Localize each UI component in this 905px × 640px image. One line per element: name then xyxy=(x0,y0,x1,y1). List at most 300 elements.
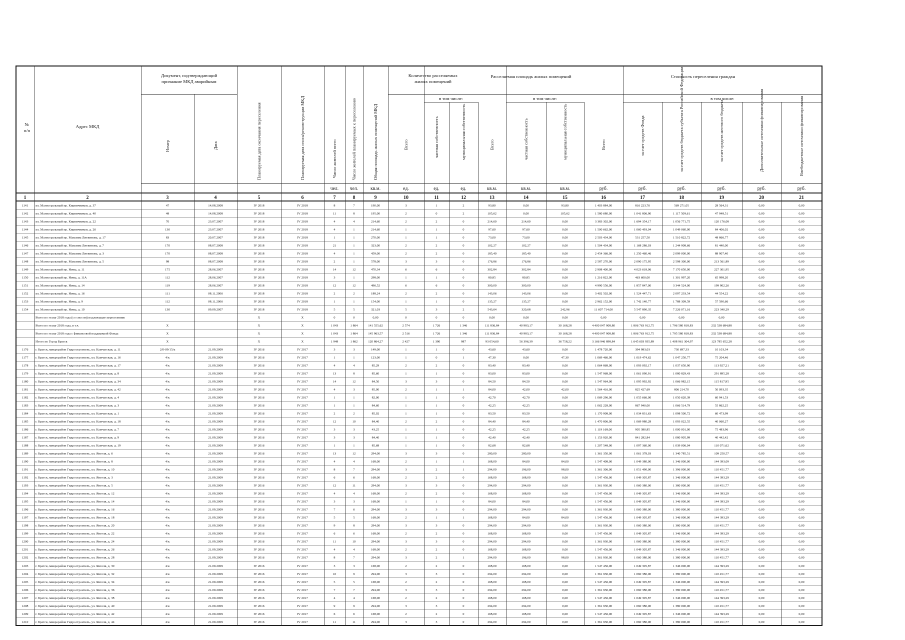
table-cell: 4/к xyxy=(165,363,170,368)
unit-label: ед. xyxy=(403,187,409,192)
table-cell: IV 2018 xyxy=(253,275,265,280)
table-cell: 2 xyxy=(405,515,407,520)
table-cell: 7 170 650,00 xyxy=(672,267,691,272)
table-cell: 0 xyxy=(435,315,438,320)
table-cell: 0,00 xyxy=(798,507,805,512)
table-cell: 42,25 xyxy=(522,427,530,432)
table-cell: 145 963,57 xyxy=(368,331,383,336)
table-cell: 4 400 047 908,80 xyxy=(591,331,616,336)
table-cell: 82,68 xyxy=(488,443,496,448)
row-index: 1202 xyxy=(21,555,29,560)
table-cell: 2 xyxy=(405,219,407,224)
table-cell: IV 2017 xyxy=(297,491,308,496)
table-cell: 1 xyxy=(462,387,465,392)
table-cell: 1 645 603 935,89 xyxy=(630,339,655,344)
table-cell: X xyxy=(257,339,261,344)
document-number-header: Номер xyxy=(165,140,170,152)
table-cell: 21.09.2009 xyxy=(208,459,223,464)
table-cell: 1 049 305,87 xyxy=(633,595,652,600)
table-cell: 7 xyxy=(353,467,355,472)
row-index: 1182 xyxy=(21,395,29,400)
table-cell: 294,00 xyxy=(487,555,497,560)
table-cell: 83,40 xyxy=(488,363,496,368)
table-cell: 3 xyxy=(435,307,438,312)
table-cell: 6 xyxy=(405,267,407,272)
unit-label: руб. xyxy=(717,187,726,192)
table-cell: 0,00 xyxy=(758,355,765,360)
table-cell: 1 069 466,00 xyxy=(594,355,613,360)
table-cell: 4 xyxy=(353,363,355,368)
table-cell: 302,84 xyxy=(487,267,497,272)
column-number: 6 xyxy=(301,196,304,201)
table-cell: 21.09.2009 xyxy=(208,579,223,584)
table-cell: 84,00 xyxy=(522,515,530,520)
address-cell: г. Братск, микрорайон Гидростроитель, ул. Камчатская, д. 18 xyxy=(35,419,121,424)
table-cell: 7 xyxy=(353,203,355,208)
table-cell: 1 060 380,00 xyxy=(633,507,652,512)
table-cell: 0,00 xyxy=(798,203,805,208)
table-cell: 2 xyxy=(435,243,438,248)
table-cell: 1 346 000,00 xyxy=(672,459,691,464)
row-index: 1147 xyxy=(21,251,29,256)
table-cell: 4/к xyxy=(165,571,170,576)
table-cell: 0,00 xyxy=(758,603,765,608)
table-cell: 1 xyxy=(353,259,355,264)
table-cell: 112 xyxy=(165,299,170,304)
table-cell: 0,00 xyxy=(798,211,805,216)
table-cell: IV 2016 xyxy=(253,347,265,352)
extra-budget-header: Внебюджетные источники финансирования xyxy=(799,95,804,176)
table-cell: 1 049 305,87 xyxy=(633,475,652,480)
table-cell: 2 xyxy=(405,211,407,216)
table-cell: 12 xyxy=(352,379,356,384)
table-cell: 11 xyxy=(332,539,337,544)
table-cell: 0 xyxy=(462,571,465,576)
table-cell: 168,00 xyxy=(521,475,531,480)
table-cell: IV 2016 xyxy=(253,403,265,408)
table-cell: 2 xyxy=(435,611,438,616)
table-cell: 0,00 xyxy=(758,347,765,352)
table-cell: 0 xyxy=(462,395,465,400)
local-budget-header: за счет средств местного бюджета xyxy=(719,99,724,162)
table-cell: IV 2016 xyxy=(253,547,265,552)
address-cell: г. Братск, микрорайон Гидростроитель, ул. Камчатская, д. 11 xyxy=(35,347,121,352)
table-cell: 3 xyxy=(405,619,407,624)
table-cell: 3 xyxy=(405,539,407,544)
table-cell: 3 xyxy=(435,619,438,624)
table-cell: 3 xyxy=(405,259,407,264)
address-cell: г. Братск, микрорайон Гидростроитель, ул. Янгеля, д. 10 xyxy=(35,467,115,472)
address-cell: г. Братск, микрорайон Гидростроитель, ул. Янгеля, д. 20 xyxy=(35,523,115,528)
table-cell: IV 2017 xyxy=(297,347,308,352)
table-cell: 13 xyxy=(332,371,337,376)
table-cell: 168,00 xyxy=(370,579,381,584)
table-cell: IV 2017 xyxy=(297,411,308,416)
table-cell: 0,00 xyxy=(798,235,805,240)
table-cell: 1 862 xyxy=(350,339,358,344)
table-cell: 4/к xyxy=(165,403,170,408)
table-cell: IV 2017 xyxy=(297,611,308,616)
table-cell: 168,00 xyxy=(487,459,497,464)
table-cell: 2 xyxy=(405,611,407,616)
table-cell: 1 060 380,00 xyxy=(633,603,652,608)
table-cell: 0,00 xyxy=(758,299,765,304)
table-cell: 3 xyxy=(405,523,407,528)
address-header: Адрес МКД xyxy=(75,124,100,129)
table-cell: 1 069 980,28 xyxy=(633,419,652,424)
table-cell: 4 xyxy=(353,491,355,496)
table-cell: 0,00 xyxy=(562,403,568,408)
table-cell: 1 xyxy=(435,235,438,240)
table-cell: 3 xyxy=(333,499,336,504)
table-cell: 1 xyxy=(435,443,438,448)
table-cell: IV 2017 xyxy=(297,371,308,376)
table-cell: 4/к xyxy=(165,467,170,472)
table-cell: 120 864,27 xyxy=(368,339,383,344)
column-number: 1 xyxy=(23,196,27,201)
area-group-header: Расселяемая площадь жилых помещений xyxy=(490,74,572,79)
table-cell: 3 xyxy=(353,427,355,432)
address-cell: г. Братск, микрорайон Гидростроитель, ул. Камчатская, д. 34 xyxy=(35,379,121,384)
table-cell: 08.07.2008 xyxy=(208,259,223,264)
address-cell: г. Братск, микрорайон Гидростроитель, ул. Камчатская, д. 4 xyxy=(35,395,120,400)
table-cell: 28.06.2007 xyxy=(208,283,223,288)
table-cell: 294,00 xyxy=(521,619,531,624)
table-cell: 470,34 xyxy=(370,267,381,272)
table-cell: 2 xyxy=(435,291,438,296)
table-cell: 0,00 xyxy=(562,619,568,624)
table-cell: 0,00 xyxy=(798,371,805,376)
table-cell: 0,00 xyxy=(758,371,765,376)
table-cell: 1 547 456,00 xyxy=(594,531,613,536)
table-cell: 1 xyxy=(462,355,465,360)
table-cell: 3 xyxy=(405,555,407,560)
table-cell: 84,40 xyxy=(371,435,380,440)
table-cell: 2 427 xyxy=(402,339,410,344)
table-cell: 0,00 xyxy=(758,283,765,288)
table-cell: 2 xyxy=(405,563,407,568)
table-cell: IV 2017 xyxy=(297,619,308,624)
table-cell: 143,06 xyxy=(487,291,497,296)
table-cell: 1 xyxy=(333,355,336,360)
table-cell: 110 451,77 xyxy=(714,507,729,512)
table-cell: 1 xyxy=(405,411,407,416)
table-cell: 0,00 xyxy=(562,539,568,544)
table-cell: IV 2017 xyxy=(297,499,308,504)
table-cell: 0 xyxy=(353,315,355,320)
address-cell: ул. Магистральный пр. Невы, д. 16 xyxy=(35,291,85,296)
table-cell: 84,50 xyxy=(488,379,496,384)
table-cell: 2 xyxy=(435,467,438,472)
table-cell: 0 xyxy=(462,563,465,568)
row-index: 1145 xyxy=(21,235,29,240)
table-cell: 0 xyxy=(462,587,465,592)
table-cell: 0,00 xyxy=(798,547,805,552)
table-cell: 531 257,50 xyxy=(635,235,650,240)
table-cell: 1 346 000,00 xyxy=(672,475,691,480)
table-cell: 294,00 xyxy=(370,523,381,528)
table-cell: 1 864 xyxy=(350,331,358,336)
table-cell: 1 xyxy=(435,411,438,416)
unit-label: руб. xyxy=(599,187,608,192)
table-cell: 0,00 xyxy=(758,451,765,456)
table-cell: IV 2016 xyxy=(253,523,265,528)
unit-label: кв.м. xyxy=(559,187,571,192)
table-cell: 0,00 xyxy=(562,491,568,496)
table-cell: 1 xyxy=(333,235,336,240)
table-cell: 1 xyxy=(353,403,355,408)
table-cell: 42,00 xyxy=(561,387,569,392)
address-cell: Итого по Город Братск xyxy=(35,339,68,344)
row-index: 1194 xyxy=(21,491,29,496)
table-cell: 1 098 500,72 xyxy=(672,411,691,416)
table-cell: 294,00 xyxy=(521,539,531,544)
table-cell: 0,00 xyxy=(758,331,765,336)
table-cell: 14 xyxy=(332,267,337,272)
address-cell: г. Братск, микрорайон Гидростроитель, ул. Камчатская, д. 9 xyxy=(35,435,120,440)
table-cell: 1 049 305,87 xyxy=(633,611,652,616)
table-cell: 4/к xyxy=(165,387,170,392)
table-cell: 214,60 xyxy=(487,219,497,224)
table-cell: 232 538 684,88 xyxy=(711,323,732,328)
table-cell: 168,00 xyxy=(487,563,497,568)
table-cell: 1 xyxy=(405,427,407,432)
row-index: 1144 xyxy=(21,227,29,232)
table-cell: 168,00 xyxy=(370,491,381,496)
table-cell: 1 xyxy=(353,235,355,240)
table-cell: 80,85 xyxy=(522,275,530,280)
table-cell: 21.09.2009 xyxy=(208,555,223,560)
table-cell: 0 xyxy=(462,291,465,296)
address-cell: г. Братск, микрорайон Гидростроитель, ул. Янгеля, д. 14 xyxy=(35,499,115,504)
table-cell: 44 554,22 xyxy=(714,291,729,296)
table-cell: 0,00 xyxy=(758,315,765,320)
table-cell: 496,52 xyxy=(370,283,381,288)
table-cell: 3 xyxy=(353,499,355,504)
table-cell: 214,60 xyxy=(521,219,531,224)
table-cell: IV 2016 xyxy=(253,587,265,592)
table-cell: 6 xyxy=(353,507,355,512)
table-cell: 10 xyxy=(332,571,337,576)
table-cell: 168,00 xyxy=(487,611,497,616)
table-cell: IV 2016 xyxy=(253,395,265,400)
table-cell: IV 2018 xyxy=(297,203,308,208)
table-cell: 8 xyxy=(353,211,355,216)
table-cell: 168,00 xyxy=(521,579,531,584)
table-cell: 47,30 xyxy=(561,355,569,360)
table-cell: 110 451,77 xyxy=(714,539,729,544)
table-cell: 1 043 xyxy=(330,331,339,336)
table-cell: 84,00 xyxy=(522,459,530,464)
table-cell: 1 xyxy=(405,235,407,240)
row-index: 1149 xyxy=(21,267,29,272)
table-cell: 294,00 xyxy=(370,539,381,544)
table-cell: 168,00 xyxy=(521,547,531,552)
table-cell: 0,00 xyxy=(798,291,805,296)
table-cell: 294,00 xyxy=(370,571,381,576)
table-cell: 4/к xyxy=(165,595,170,600)
table-cell: 1 xyxy=(405,355,407,360)
table-cell: 294,00 xyxy=(487,507,497,512)
table-cell: 1 xyxy=(405,371,407,376)
table-cell: 2 xyxy=(405,291,407,296)
table-cell: X xyxy=(257,323,261,328)
table-cell: 1 948 xyxy=(330,339,339,344)
area-total-header: Всего xyxy=(489,139,495,150)
table-cell: 110 451,77 xyxy=(714,555,729,560)
table-cell: 0,00 xyxy=(798,259,805,264)
table-cell: IV 2016 xyxy=(253,467,265,472)
table-cell: 1 500 662,00 xyxy=(594,227,613,232)
table-cell: 0 xyxy=(462,483,465,488)
table-cell: 1 361 930,00 xyxy=(594,619,613,624)
address-cell: г. Братск, микрорайон Гидростроитель, ул. Янгеля, д. 44 xyxy=(35,619,115,624)
table-cell: 144 393,29 xyxy=(714,611,729,616)
table-cell: 4/к xyxy=(165,611,170,616)
row-index: 1177 xyxy=(21,355,29,360)
table-cell: 0 xyxy=(462,275,465,280)
table-cell: 0,00 xyxy=(758,307,765,312)
table-cell: 1 049 305,87 xyxy=(633,563,652,568)
table-cell: 0,00 xyxy=(562,547,568,552)
table-cell: 270,00 xyxy=(370,235,381,240)
table-cell: 1 xyxy=(405,443,407,448)
table-cell: 0 xyxy=(462,595,465,600)
table-cell: 0,00 xyxy=(562,371,568,376)
address-cell: г. Братск, микрорайон Гидростроитель, ул. Янгеля, д. 36 xyxy=(35,587,115,592)
table-cell: 1 346 000,00 xyxy=(672,491,691,496)
table-cell: 8 xyxy=(333,555,336,560)
table-cell: 9 xyxy=(353,603,355,608)
residents-total-header: Число жителей всего xyxy=(332,139,337,178)
address-cell: г. Братск, микрорайон Гидростроитель, ул. Янгеля, д. 16 xyxy=(35,507,115,512)
table-cell: 1 xyxy=(353,243,355,248)
table-cell: 0 xyxy=(333,315,336,320)
table-cell: 4 400 047 908,80 xyxy=(591,323,616,328)
document-date-header: Дата xyxy=(213,141,218,150)
table-cell: 12 xyxy=(332,283,337,288)
table-cell: 816 223,76 xyxy=(635,203,650,208)
table-cell: IV 2017 xyxy=(297,459,308,464)
table-cell: 144 393,29 xyxy=(714,595,729,600)
table-cell: IV 2017 xyxy=(297,355,308,360)
table-cell: 168,00 xyxy=(370,563,381,568)
table-cell: 2 xyxy=(405,531,407,536)
table-cell: 40 060,27 xyxy=(714,419,729,424)
table-cell: 154,00 xyxy=(370,299,381,304)
table-cell: 2 xyxy=(333,411,336,416)
column-number: 2 xyxy=(86,196,89,201)
table-cell: 0 xyxy=(462,547,465,552)
address-cell: ул. Магистральный пр. Кирпичников, д. 40 xyxy=(35,211,96,216)
table-cell: 21.09.2009 xyxy=(208,419,223,424)
table-cell: 4 xyxy=(333,251,336,256)
address-cell: г. Братск, микрорайон Гидростроитель, ул. Янгеля, д. 28 xyxy=(35,555,115,560)
table-cell: 0,00 xyxy=(798,323,805,328)
table-cell: 0,00 xyxy=(758,491,765,496)
table-cell: 143,06 xyxy=(521,291,531,296)
table-cell: 1 060 380,00 xyxy=(633,539,652,544)
table-cell: 0 xyxy=(462,475,465,480)
table-cell: 1 547 456,00 xyxy=(594,579,613,584)
row-index: 1207 xyxy=(21,595,29,600)
table-cell: 56 396,39 xyxy=(519,339,533,344)
address-cell: г. Братск, микрорайон Гидростроитель, ул. Янгеля, д. 3 xyxy=(35,475,113,480)
table-cell: 93,80 xyxy=(488,203,496,208)
table-cell: 1 346 000,00 xyxy=(672,595,691,600)
fund-header: за счет средств Фонда xyxy=(640,115,645,156)
table-cell: 0,00 xyxy=(798,459,805,464)
table-cell: 1 xyxy=(405,403,407,408)
table-cell: IV 2018 xyxy=(253,227,265,232)
table-cell: 1 xyxy=(462,515,465,520)
table-cell: 0 xyxy=(462,227,465,232)
table-cell: 83,50 xyxy=(488,411,496,416)
table-cell: 21.09.2009 xyxy=(208,523,223,528)
table-cell: 1 361 930,00 xyxy=(594,483,613,488)
row-index: 1188 xyxy=(21,443,29,448)
table-cell: 12 xyxy=(352,267,356,272)
table-cell: 7 xyxy=(353,555,355,560)
table-cell: 1 806 763 912,75 xyxy=(630,331,655,336)
count-total-header: Всего xyxy=(403,139,409,150)
table-cell: IV 2016 xyxy=(253,515,265,520)
table-cell: 144 393,29 xyxy=(714,475,729,480)
table-cell: 0 xyxy=(462,531,465,536)
table-cell: 0 xyxy=(462,411,465,416)
table-cell: 48 866,77 xyxy=(714,235,729,240)
table-cell: 1 726 xyxy=(432,331,441,336)
table-cell: 1 037 650,90 xyxy=(672,363,691,368)
table-cell: 3 xyxy=(435,603,438,608)
table-cell: 84,60 xyxy=(371,403,380,408)
table-cell: 4/к xyxy=(165,451,170,456)
table-cell: 1 xyxy=(435,515,438,520)
table-cell: 0,00 xyxy=(798,395,805,400)
table-cell: 12 xyxy=(352,283,356,288)
table-cell: IV 2016 xyxy=(253,371,265,376)
column-number: 10 xyxy=(403,196,409,201)
table-cell: 5 547 890,35 xyxy=(633,307,652,312)
table-cell: 4/к xyxy=(165,507,170,512)
table-cell: 2 503 434,00 xyxy=(594,235,613,240)
table-cell: 0 xyxy=(435,355,438,360)
table-cell: 102,27 xyxy=(487,243,497,248)
table-cell: 0,00 xyxy=(798,603,805,608)
table-cell: 1 524 447,71 xyxy=(633,291,652,296)
table-cell: 21.09.2009 xyxy=(208,619,223,624)
table-cell: 84,40 xyxy=(522,419,530,424)
table-cell: 120 176,08 xyxy=(714,219,729,224)
table-cell: 0,00 xyxy=(562,611,568,616)
table-cell: 463 600,00 xyxy=(635,275,650,280)
table-cell: 905 380,85 xyxy=(635,427,650,432)
table-cell: 168,00 xyxy=(487,475,497,480)
column-number: 14 xyxy=(523,196,529,201)
table-cell: 3 xyxy=(435,379,438,384)
table-cell: 6 xyxy=(405,283,407,288)
table-cell: 2 xyxy=(405,475,407,480)
table-cell: X xyxy=(301,331,304,336)
table-cell: 42,25 xyxy=(522,403,530,408)
address-cell: г. Братск, микрорайон Гидростроитель, ул. Янгеля, д. 18 xyxy=(35,515,115,520)
table-cell: 1 049 305,87 xyxy=(633,491,652,496)
table-cell: 806 214,70 xyxy=(674,387,689,392)
table-cell: 3 xyxy=(353,563,355,568)
table-cell: 168,00 xyxy=(370,531,381,536)
column-number: 21 xyxy=(799,196,804,201)
table-cell: 0,00 xyxy=(562,523,568,528)
